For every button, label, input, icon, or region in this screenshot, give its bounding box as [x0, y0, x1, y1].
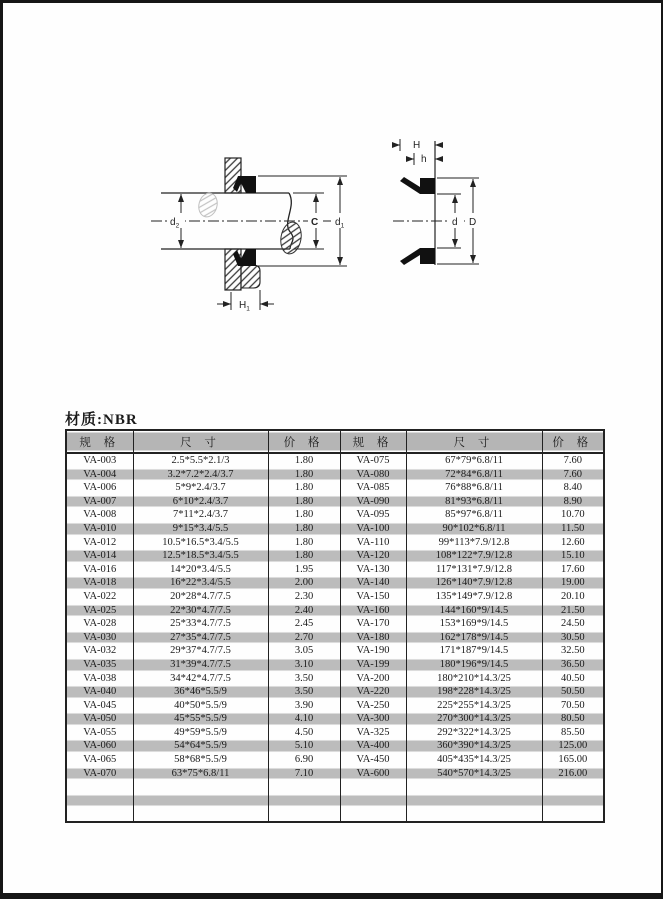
price-cell: 17.60	[542, 563, 604, 577]
price-cell: 1.80	[268, 453, 340, 468]
price-cell: 1.80	[268, 495, 340, 509]
price-cell: 216.00	[542, 767, 604, 781]
size-cell: 180*196*9/14.5	[406, 658, 542, 672]
size-cell	[406, 780, 542, 794]
spec-cell: VA-003	[66, 453, 133, 468]
price-cell	[542, 807, 604, 822]
size-cell: 126*140*7.9/12.8	[406, 576, 542, 590]
price-cell: 2.30	[268, 590, 340, 604]
table-row	[66, 590, 604, 604]
size-cell: 117*131*7.9/12.8	[406, 563, 542, 577]
spec-cell: VA-030	[66, 631, 133, 645]
price-cell: 3.90	[268, 699, 340, 713]
seal-body-bottom	[420, 248, 435, 264]
spec-cell: VA-450	[340, 753, 406, 767]
table-row	[66, 604, 604, 618]
size-cell: 135*149*7.9/12.8	[406, 590, 542, 604]
price-cell: 50.50	[542, 685, 604, 699]
spec-cell: VA-038	[66, 672, 133, 686]
size-cell	[133, 780, 268, 794]
spec-cell	[66, 780, 133, 794]
empty-row	[66, 780, 604, 794]
table-row	[66, 726, 604, 740]
col-header-spec-left: 规 格	[66, 430, 133, 453]
spec-cell: VA-008	[66, 508, 133, 522]
dim-label-h: h	[421, 154, 427, 165]
size-cell: 22*30*4.7/7.5	[133, 604, 268, 618]
price-cell: 19.00	[542, 576, 604, 590]
size-cell: 20*28*4.7/7.5	[133, 590, 268, 604]
price-cell: 7.10	[268, 767, 340, 781]
size-cell: 14*20*3.4/5.5	[133, 563, 268, 577]
spec-cell	[340, 794, 406, 808]
spec-cell: VA-016	[66, 563, 133, 577]
size-cell: 180*210*14.3/25	[406, 672, 542, 686]
table-row	[66, 631, 604, 645]
spec-cell: VA-065	[66, 753, 133, 767]
spec-table-body	[66, 453, 604, 822]
size-cell: 10.5*16.5*3.4/5.5	[133, 536, 268, 550]
col-header-price-right: 价 格	[542, 430, 604, 453]
spec-cell: VA-140	[340, 576, 406, 590]
price-cell: 2.45	[268, 617, 340, 631]
spec-cell	[66, 794, 133, 808]
price-cell: 2.00	[268, 576, 340, 590]
size-cell: 45*55*5.5/9	[133, 712, 268, 726]
dim-label-C: C	[311, 217, 319, 228]
col-header-size-right: 尺 寸	[406, 430, 542, 453]
dim-label-d1: $d_1$	[335, 217, 345, 230]
col-header-spec-right: 规 格	[340, 430, 406, 453]
price-cell	[268, 780, 340, 794]
table-row	[66, 453, 604, 468]
size-cell: 40*50*5.5/9	[133, 699, 268, 713]
dim-label-H1: $H_1$	[239, 300, 250, 313]
spec-cell	[340, 780, 406, 794]
spec-cell: VA-150	[340, 590, 406, 604]
spec-cell: VA-090	[340, 495, 406, 509]
price-cell: 15.10	[542, 549, 604, 563]
spec-cell: VA-110	[340, 536, 406, 550]
table-row	[66, 508, 604, 522]
price-cell: 4.50	[268, 726, 340, 740]
spec-cell: VA-400	[340, 739, 406, 753]
size-cell: 34*42*4.7/7.5	[133, 672, 268, 686]
size-cell: 162*178*9/14.5	[406, 631, 542, 645]
price-cell: 1.80	[268, 508, 340, 522]
spec-cell: VA-250	[340, 699, 406, 713]
spec-cell: VA-220	[340, 685, 406, 699]
size-cell: 90*102*6.8/11	[406, 522, 542, 536]
size-cell	[133, 807, 268, 822]
price-cell: 24.50	[542, 617, 604, 631]
size-cell	[406, 794, 542, 808]
spec-cell: VA-300	[340, 712, 406, 726]
size-cell: 27*35*4.7/7.5	[133, 631, 268, 645]
spec-cell: VA-040	[66, 685, 133, 699]
price-cell: 5.10	[268, 739, 340, 753]
spec-cell: VA-170	[340, 617, 406, 631]
price-cell: 7.60	[542, 453, 604, 468]
spec-cell: VA-006	[66, 481, 133, 495]
spec-cell: VA-045	[66, 699, 133, 713]
price-cell: 1.80	[268, 522, 340, 536]
col-header-size-left: 尺 寸	[133, 430, 268, 453]
spec-cell: VA-190	[340, 644, 406, 658]
size-cell: 54*64*5.5/9	[133, 739, 268, 753]
spec-cell: VA-085	[340, 481, 406, 495]
spec-cell: VA-095	[340, 508, 406, 522]
size-cell: 81*93*6.8/11	[406, 495, 542, 509]
spec-cell: VA-060	[66, 739, 133, 753]
price-cell: 40.50	[542, 672, 604, 686]
size-cell: 2.5*5.5*2.1/3	[133, 453, 268, 468]
size-cell: 36*46*5.5/9	[133, 685, 268, 699]
price-cell: 3.05	[268, 644, 340, 658]
price-cell: 70.50	[542, 699, 604, 713]
size-cell: 12.5*18.5*3.4/5.5	[133, 549, 268, 563]
dim-label-H: H	[413, 140, 421, 151]
spec-cell: VA-050	[66, 712, 133, 726]
table-row	[66, 672, 604, 686]
size-cell: 153*169*9/14.5	[406, 617, 542, 631]
spec-cell: VA-080	[340, 468, 406, 482]
spec-cell: VA-007	[66, 495, 133, 509]
size-cell: 58*68*5.5/9	[133, 753, 268, 767]
table-row	[66, 576, 604, 590]
table-row	[66, 699, 604, 713]
seal-body-top	[420, 178, 435, 194]
price-cell	[268, 807, 340, 822]
price-cell: 1.80	[268, 468, 340, 482]
price-cell: 10.70	[542, 508, 604, 522]
table-row	[66, 739, 604, 753]
spec-cell: VA-035	[66, 658, 133, 672]
price-cell: 2.70	[268, 631, 340, 645]
table-row	[66, 522, 604, 536]
size-cell: 5*9*2.4/3.7	[133, 481, 268, 495]
size-cell: 292*322*14.3/25	[406, 726, 542, 740]
price-cell: 165.00	[542, 753, 604, 767]
size-cell: 25*33*4.7/7.5	[133, 617, 268, 631]
size-cell: 360*390*14.3/25	[406, 739, 542, 753]
price-cell: 85.50	[542, 726, 604, 740]
spec-cell: VA-014	[66, 549, 133, 563]
table-row	[66, 481, 604, 495]
size-cell: 76*88*6.8/11	[406, 481, 542, 495]
table-row	[66, 536, 604, 550]
dim-label-D: D	[469, 217, 477, 228]
spec-cell: VA-012	[66, 536, 133, 550]
price-cell: 1.80	[268, 549, 340, 563]
spec-cell: VA-025	[66, 604, 133, 618]
price-cell: 32.50	[542, 644, 604, 658]
spec-cell: VA-120	[340, 549, 406, 563]
seal-lip-bottom	[400, 248, 420, 265]
size-cell: 67*79*6.8/11	[406, 453, 542, 468]
size-cell	[133, 794, 268, 808]
price-cell: 8.90	[542, 495, 604, 509]
size-cell: 31*39*4.7/7.5	[133, 658, 268, 672]
price-cell: 1.80	[268, 481, 340, 495]
size-cell: 198*228*14.3/25	[406, 685, 542, 699]
col-header-price-left: 价 格	[268, 430, 340, 453]
header-row	[66, 430, 604, 453]
size-cell: 270*300*14.3/25	[406, 712, 542, 726]
size-cell: 108*122*7.9/12.8	[406, 549, 542, 563]
size-cell: 405*435*14.3/25	[406, 753, 542, 767]
spec-cell: VA-160	[340, 604, 406, 618]
size-cell: 29*37*4.7/7.5	[133, 644, 268, 658]
size-cell: 16*22*3.4/5.5	[133, 576, 268, 590]
price-cell	[542, 780, 604, 794]
table-row	[66, 468, 604, 482]
support-ring	[241, 265, 260, 288]
price-cell: 1.80	[268, 536, 340, 550]
shaft-break-section-left	[196, 191, 220, 219]
spec-cell: VA-075	[340, 453, 406, 468]
price-cell: 80.50	[542, 712, 604, 726]
spec-price-table	[65, 429, 605, 823]
spec-cell: VA-022	[66, 590, 133, 604]
shaft-break-section-right	[278, 221, 303, 256]
size-cell	[406, 807, 542, 822]
spec-cell: VA-325	[340, 726, 406, 740]
seal-cross-section-drawing	[391, 131, 503, 283]
table-row	[66, 549, 604, 563]
price-cell: 20.10	[542, 590, 604, 604]
price-cell: 30.50	[542, 631, 604, 645]
table-row	[66, 685, 604, 699]
spec-table-wrap	[65, 429, 603, 823]
spec-cell: VA-130	[340, 563, 406, 577]
spec-cell: VA-199	[340, 658, 406, 672]
price-cell: 8.40	[542, 481, 604, 495]
table-row	[66, 753, 604, 767]
table-row	[66, 658, 604, 672]
spec-cell: VA-018	[66, 576, 133, 590]
spec-cell: VA-600	[340, 767, 406, 781]
price-cell: 2.40	[268, 604, 340, 618]
price-cell	[542, 794, 604, 808]
spec-cell: VA-180	[340, 631, 406, 645]
spec-cell: VA-004	[66, 468, 133, 482]
dim-label-d2: $d_2$	[170, 217, 180, 230]
empty-row	[66, 807, 604, 822]
size-cell: 144*160*9/14.5	[406, 604, 542, 618]
size-cell: 85*97*6.8/11	[406, 508, 542, 522]
price-cell	[268, 794, 340, 808]
spec-cell	[66, 807, 133, 822]
price-cell: 7.60	[542, 468, 604, 482]
seal-lip-top	[400, 177, 420, 194]
size-cell: 99*113*7.9/12.8	[406, 536, 542, 550]
seal-installation-drawing	[143, 131, 373, 326]
spec-cell: VA-100	[340, 522, 406, 536]
size-cell: 3.2*7.2*2.4/3.7	[133, 468, 268, 482]
table-row	[66, 495, 604, 509]
table-row	[66, 712, 604, 726]
spec-cell: VA-028	[66, 617, 133, 631]
size-cell: 72*84*6.8/11	[406, 468, 542, 482]
dim-label-d: d	[452, 217, 458, 228]
size-cell: 171*187*9/14.5	[406, 644, 542, 658]
price-cell: 11.50	[542, 522, 604, 536]
spec-cell	[340, 807, 406, 822]
price-cell: 3.10	[268, 658, 340, 672]
size-cell: 49*59*5.5/9	[133, 726, 268, 740]
price-cell: 4.10	[268, 712, 340, 726]
price-cell: 12.60	[542, 536, 604, 550]
table-row	[66, 563, 604, 577]
size-cell: 225*255*14.3/25	[406, 699, 542, 713]
table-row	[66, 644, 604, 658]
spec-cell: VA-010	[66, 522, 133, 536]
size-cell: 6*10*2.4/3.7	[133, 495, 268, 509]
size-cell: 63*75*6.8/11	[133, 767, 268, 781]
size-cell: 540*570*14.3/25	[406, 767, 542, 781]
price-cell: 21.50	[542, 604, 604, 618]
price-cell: 36.50	[542, 658, 604, 672]
price-cell: 3.50	[268, 685, 340, 699]
spec-cell: VA-070	[66, 767, 133, 781]
table-row	[66, 617, 604, 631]
spec-cell: VA-055	[66, 726, 133, 740]
material-title: 材质:NBR	[65, 412, 138, 428]
spec-cell: VA-032	[66, 644, 133, 658]
price-cell: 1.95	[268, 563, 340, 577]
size-cell: 9*15*3.4/5.5	[133, 522, 268, 536]
price-cell: 3.50	[268, 672, 340, 686]
price-cell: 6.90	[268, 753, 340, 767]
price-cell: 125.00	[542, 739, 604, 753]
table-row	[66, 767, 604, 781]
spec-cell: VA-200	[340, 672, 406, 686]
size-cell: 7*11*2.4/3.7	[133, 508, 268, 522]
empty-row	[66, 794, 604, 808]
